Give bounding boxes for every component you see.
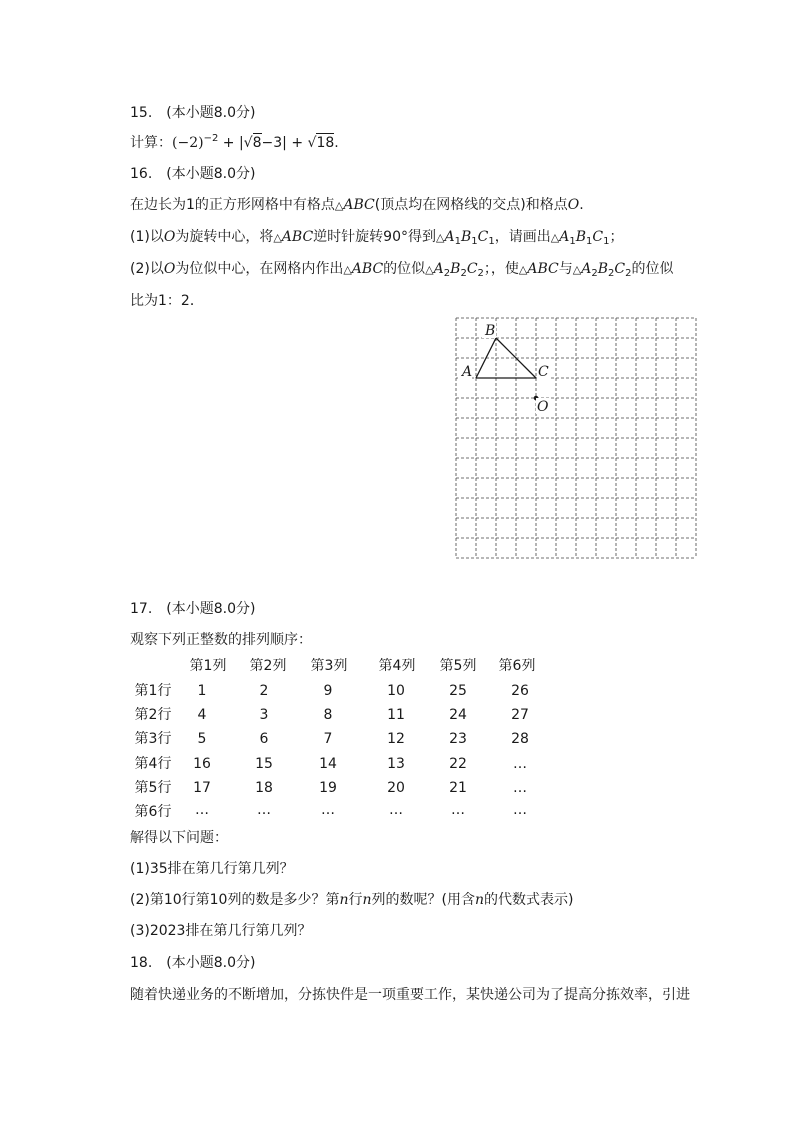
table-cell: 18 <box>255 780 273 796</box>
q15-lead: 计算： <box>130 135 172 151</box>
q16-p2-k: 的位似 <box>631 261 674 277</box>
q16-p1-abc: ABC <box>281 229 314 245</box>
q17-s2-n3: n <box>475 892 485 908</box>
q16-p2-e: 的位似 <box>383 261 426 277</box>
triangle-symbol: △ <box>436 231 445 244</box>
row-header: 第1行 <box>134 683 172 699</box>
q17-s2-a: (2)第10行第10列的数是多少？第 <box>130 892 340 908</box>
q16-desc-a: 在边长为1的正方形网格中有格点 <box>130 197 335 213</box>
q16-p1-b1b-sub: 1 <box>586 236 593 247</box>
table-cell: 27 <box>511 707 529 723</box>
triangle-symbol: △ <box>334 199 344 212</box>
q16-p1-c: 为旋转中心，将 <box>175 229 274 245</box>
table-cell: 1 <box>197 683 207 699</box>
col-header: 第3列 <box>310 658 348 674</box>
table-cell: 11 <box>387 707 405 723</box>
q16-p1-j: ； <box>609 229 624 245</box>
table-cell: 7 <box>323 731 333 747</box>
table-cell: 22 <box>449 756 467 772</box>
q17-s2-b: 行 <box>348 892 363 908</box>
q16-p2-a: (2)以 <box>130 261 164 277</box>
table-cell: 16 <box>193 756 211 772</box>
q16-p1-c1: C <box>477 229 489 245</box>
q18-text: 随着快递业务的不断增加，分拣快件是一项重要工作，某快递公司为了提高分拣效率，引进 <box>130 987 690 1003</box>
q17-intro: 观察下列正整数的排列顺序： <box>130 632 312 648</box>
table-cell: 10 <box>387 683 405 699</box>
q17-sub2 <box>130 891 574 909</box>
triangle-symbol: △ <box>273 231 282 244</box>
q16-p2-o: O <box>163 261 176 277</box>
q16-part2 <box>130 260 673 280</box>
q16-p1-e: 逆时针旋转90°得到 <box>313 229 436 245</box>
table-cell: … <box>321 802 335 818</box>
q17-sub3: (3)2023排在第几行第几列？ <box>130 923 312 939</box>
q16-p2-a2: A <box>433 261 444 277</box>
table-cell: 9 <box>323 683 333 699</box>
q15-tail1: −3| + <box>261 135 308 151</box>
col-header: 第4列 <box>378 658 416 674</box>
table-cell: … <box>513 780 527 796</box>
q16-part2-cont: 比为1：2． <box>130 293 204 309</box>
q16-p2-c2-sub: 2 <box>477 268 484 279</box>
q16-part1 <box>130 228 623 248</box>
q18-header: 18. (本小题8.0分) <box>130 955 256 971</box>
q16-p1-o: O <box>163 229 176 245</box>
table-cell: … <box>513 802 527 818</box>
table-cell: 2 <box>259 683 269 699</box>
q16-description <box>130 196 584 215</box>
q17-s2-n1: n <box>339 892 349 908</box>
table-cell: 15 <box>255 756 273 772</box>
q17-solve: 解得以下问题： <box>130 830 228 846</box>
row-header: 第3行 <box>134 731 172 747</box>
q16-header: 16. (本小题8.0分) <box>130 166 256 182</box>
q16-desc-o: O <box>567 197 580 213</box>
table-cell: 26 <box>511 683 529 699</box>
label-a: A <box>462 364 473 380</box>
q15-rad2: 18 <box>316 135 335 151</box>
q16-p1-a1-sub: 1 <box>454 236 461 247</box>
table-cell: 25 <box>449 683 467 699</box>
table-cell: … <box>389 802 403 818</box>
q15-header: 15. (本小题8.0分) <box>130 105 256 121</box>
q16-p1-c1-sub: 1 <box>488 236 495 247</box>
triangle-symbol: △ <box>572 263 582 276</box>
table-cell: 20 <box>387 780 405 796</box>
q16-p2-c2b-sub: 2 <box>625 268 632 279</box>
q16-desc-e: . <box>579 197 584 213</box>
table-cell: 13 <box>387 756 405 772</box>
table-cell: 28 <box>511 731 529 747</box>
table-cell: … <box>195 802 209 818</box>
row-header: 第6行 <box>134 804 172 820</box>
q16-p2-a2b: A <box>581 261 592 277</box>
q16-desc-abc: ABC <box>343 197 375 213</box>
q16-p1-b1-sub: 1 <box>471 236 478 247</box>
table-cell: … <box>257 802 271 818</box>
q16-p1-a1b: A <box>559 229 570 245</box>
table-cell: 4 <box>197 707 207 723</box>
q16-p2-abc2: ABC <box>527 261 559 277</box>
col-header: 第2列 <box>249 658 287 674</box>
q16-p2-c2: C <box>466 261 478 277</box>
table-cell: 17 <box>193 780 211 796</box>
table-cell: … <box>513 756 527 772</box>
q15-plus1: + | <box>218 135 244 151</box>
col-header: 第5列 <box>439 658 477 674</box>
q16-p2-a2b-sub: 2 <box>591 268 598 279</box>
table-cell: 19 <box>319 780 337 796</box>
triangle-symbol: △ <box>550 231 560 244</box>
label-b: B <box>485 323 496 339</box>
row-header: 第2行 <box>134 707 172 723</box>
table-cell: 3 <box>259 707 269 723</box>
q16-p1-a1b-sub: 1 <box>569 236 576 247</box>
label-c: C <box>538 364 549 380</box>
table-cell: 21 <box>449 780 467 796</box>
label-o: O <box>537 399 549 415</box>
col-header: 第6列 <box>498 658 536 674</box>
q17-s2-d: 的代数式表示) <box>484 892 574 908</box>
table-cell: 23 <box>449 731 467 747</box>
row-header: 第5行 <box>134 780 172 796</box>
grid-lines <box>456 318 696 558</box>
table-cell: … <box>451 802 465 818</box>
table-cell: 24 <box>449 707 467 723</box>
triangle-symbol: △ <box>425 263 434 276</box>
triangle-symbol: △ <box>343 263 352 276</box>
sqrt-icon: √ <box>243 135 253 151</box>
q16-p2-j: 与 <box>558 261 573 277</box>
q16-p1-i: ，请画出 <box>494 229 551 245</box>
table-cell: 5 <box>197 731 207 747</box>
q16-p2-b2b: B <box>597 261 609 277</box>
q16-p1-c1b: C <box>592 229 604 245</box>
q16-p1-c1b-sub: 1 <box>603 236 610 247</box>
q16-p2-c2b: C <box>614 261 626 277</box>
q16-p1-b1b: B <box>575 229 586 245</box>
q15-expression <box>130 134 339 154</box>
q15-rad1: 8 <box>252 135 262 151</box>
row-header: 第4行 <box>134 756 172 772</box>
table-cell: 8 <box>323 707 333 723</box>
q16-p2-b2b-sub: 2 <box>608 268 615 279</box>
q16-p2-b2: B <box>450 261 461 277</box>
q17-sub1: (1)35排在第几行第几列？ <box>130 861 294 877</box>
q15-end: . <box>334 135 339 151</box>
q16-p2-b2-sub: 2 <box>460 268 467 279</box>
q17-s2-n2: n <box>362 892 372 908</box>
q16-p1-a1: A <box>444 229 455 245</box>
q16-p1-a: (1)以 <box>130 229 164 245</box>
grid-figure <box>440 312 700 562</box>
q16-p2-a2-sub: 2 <box>443 268 451 279</box>
q16-p2-c: 为位似中心，在网格内作出 <box>175 261 344 277</box>
q15-exp: −2 <box>203 133 219 144</box>
table-cell: 6 <box>259 731 269 747</box>
col-header: 第1列 <box>189 658 227 674</box>
q17-s2-c: 列的数呢？(用含 <box>371 892 475 908</box>
q16-p2-i: ；，使 <box>483 261 519 277</box>
table-cell: 12 <box>387 731 405 747</box>
q17-header: 17. (本小题8.0分) <box>130 601 256 617</box>
triangle-symbol: △ <box>518 263 528 276</box>
q16-desc-c: (顶点均在网格线的交点)和格点 <box>374 197 568 213</box>
q16-p2-abc: ABC <box>351 261 384 277</box>
q16-p1-b1: B <box>460 229 472 245</box>
table-cell: 14 <box>319 756 337 772</box>
sqrt-icon: √ <box>307 135 317 151</box>
q15-base: (−2) <box>172 135 204 151</box>
